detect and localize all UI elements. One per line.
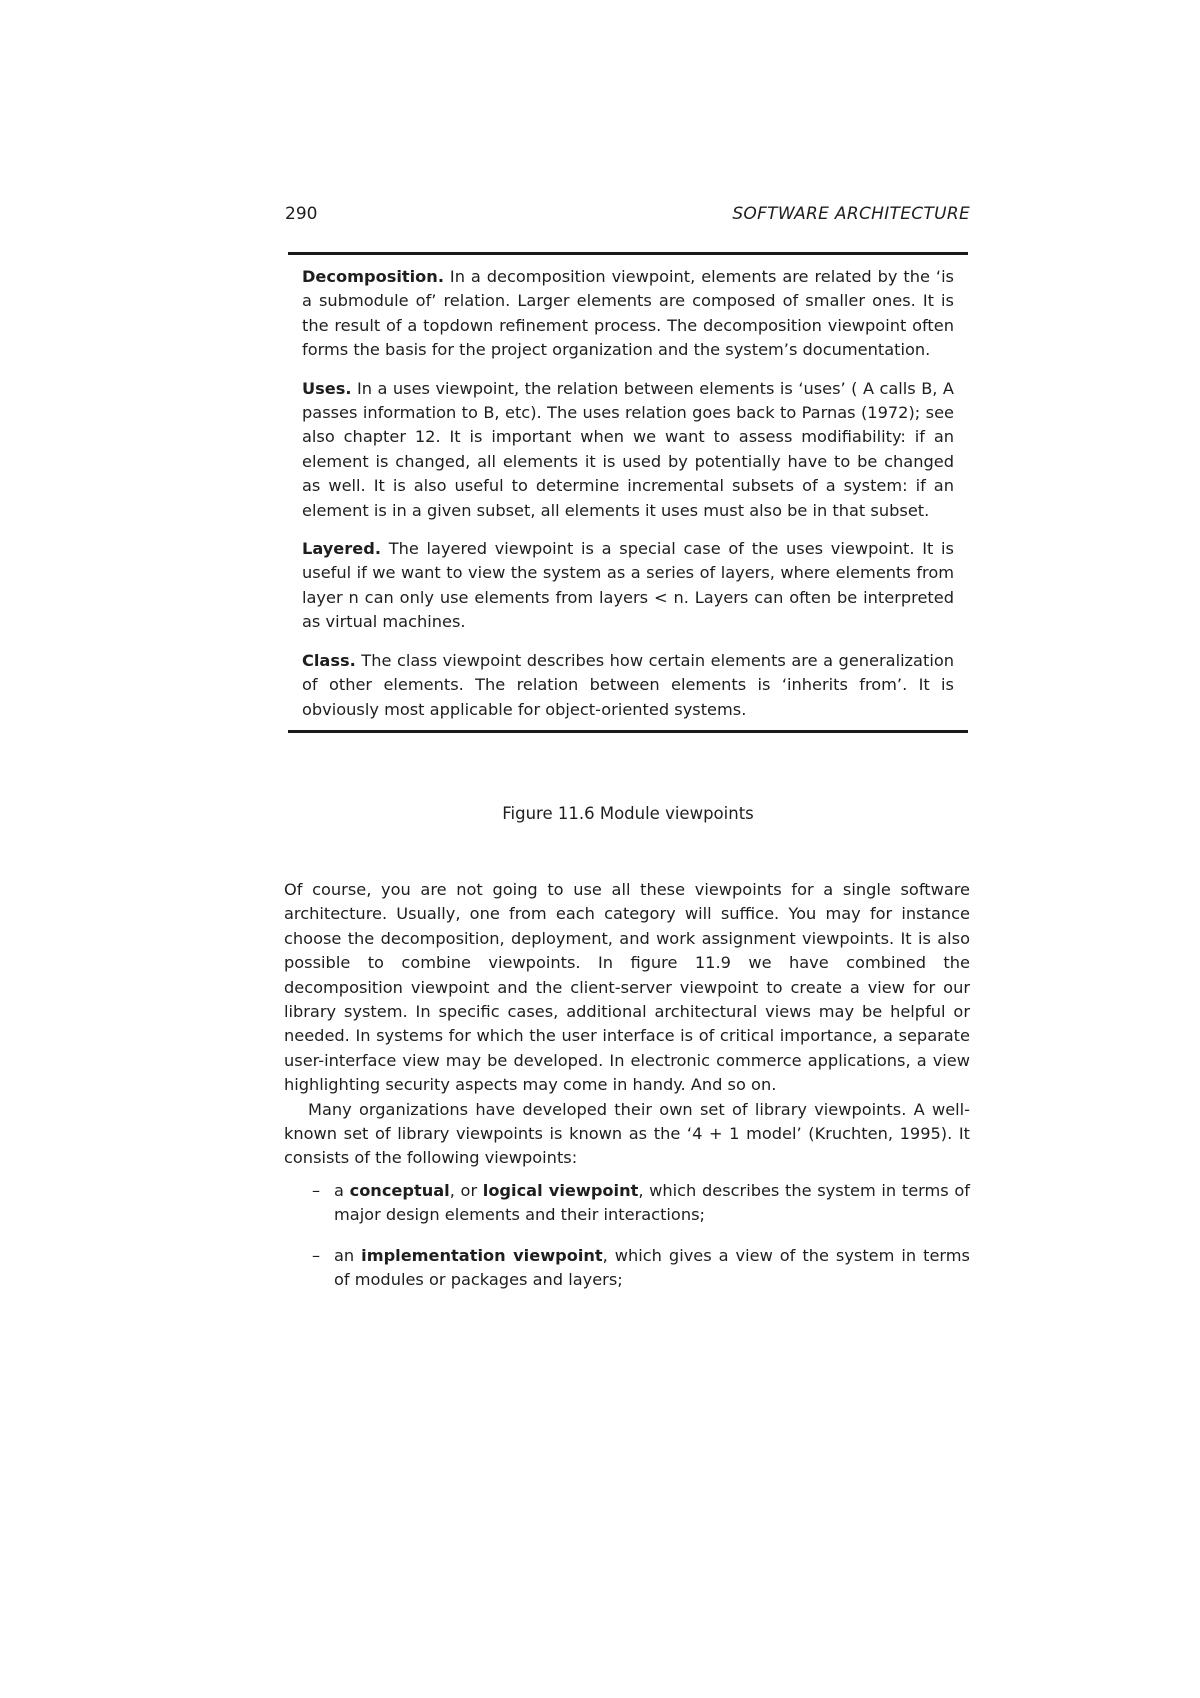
viewpoint-text: In a decomposition viewpoint, elements are related by the ‘is a submodule of’ relation. Larger elements are composed of smaller ones. It is the result of a topdown refinement process. The decomposition viewpoint often forms the basis for the project organization and the system’s documentation. [302,267,954,360]
body-text [284,878,970,1293]
figure-caption: Figure 11.6 Module viewpoints [502,804,754,823]
dash-bullet: – [312,1180,321,1200]
viewpoint-list [284,1179,970,1293]
viewpoint-uses [302,377,954,523]
viewpoint-decomposition [302,265,954,363]
viewpoint-class [302,649,954,722]
list-text: , or [449,1180,483,1200]
list-term: logical viewpoint [482,1180,639,1200]
list-text: , which describes the system in terms of major design elements and their interactions; [334,1180,970,1225]
viewpoint-term: Decomposition. [302,267,444,286]
viewpoint-text: In a uses viewpoint, the relation between elements is ‘uses’ ( A calls B, A passes information to B, etc). The uses relation goes back to Parnas (1972); see also chapter 12. It is important when we want to assess modifiability: if an element is changed, all elements it is used by potentially have to be changed as well. It is also useful to determine incremental subsets of a system: if an element is in a given subset, all elements it uses must also be in that subset. [302,378,954,520]
viewpoint-text: The class viewpoint describes how certain elements are a generalization of other elements. The relation between elements is ‘inherits from’. It is obviously most applicable for object-oriented systems. [302,650,954,719]
figure-box [288,252,968,733]
paragraph: Of course, you are not going to use all these viewpoints for a single software architecture. Usually, one from each category will suffice. You may for instance choose the decomposition, deployment, and work assignment viewpoints. It is also possible to combine viewpoints. In figure 11.9 we have combined the decomposition viewpoint and the client-server viewpoint to create a view for our library system. In specific cases, additional architectural views may be helpful or needed. In systems for which the user interface is of critical importance, a separate user-interface view may be developed. In electronic commerce applications, a view highlighting security aspects may come in handy. And so on. [284,880,970,1095]
running-head: SOFTWARE ARCHITECTURE [732,204,970,224]
paragraph: Many organizations have developed their own set of library viewpoints. A well-known set of library viewpoints is known as the ‘4 + 1 model’ (Kruchten, 1995). It consists of the following viewpoints: [284,1099,970,1168]
viewpoint-term: Uses. [302,378,352,398]
viewpoint-term: Layered. [302,539,381,559]
list-item [284,1179,970,1228]
viewpoint-term: Class. [302,650,356,670]
list-text: a [334,1180,350,1200]
viewpoint-layered [302,537,954,635]
list-term: implementation viewpoint [361,1245,603,1265]
list-text: , which gives a view of the system in terms of modules or packages and layers; [334,1245,970,1290]
page-header [285,204,970,228]
dash-bullet: – [312,1245,321,1265]
page-number: 290 [285,204,318,224]
list-term: conceptual [349,1180,450,1200]
viewpoint-text: The layered viewpoint is a special case of the uses viewpoint. It is useful if we want to view the system as a series of layers, where elements from layer n can only use elements from layers < n. Layers can often be interpreted as virtual machines. [302,539,954,632]
list-text: an [334,1245,362,1265]
list-item [284,1244,970,1293]
